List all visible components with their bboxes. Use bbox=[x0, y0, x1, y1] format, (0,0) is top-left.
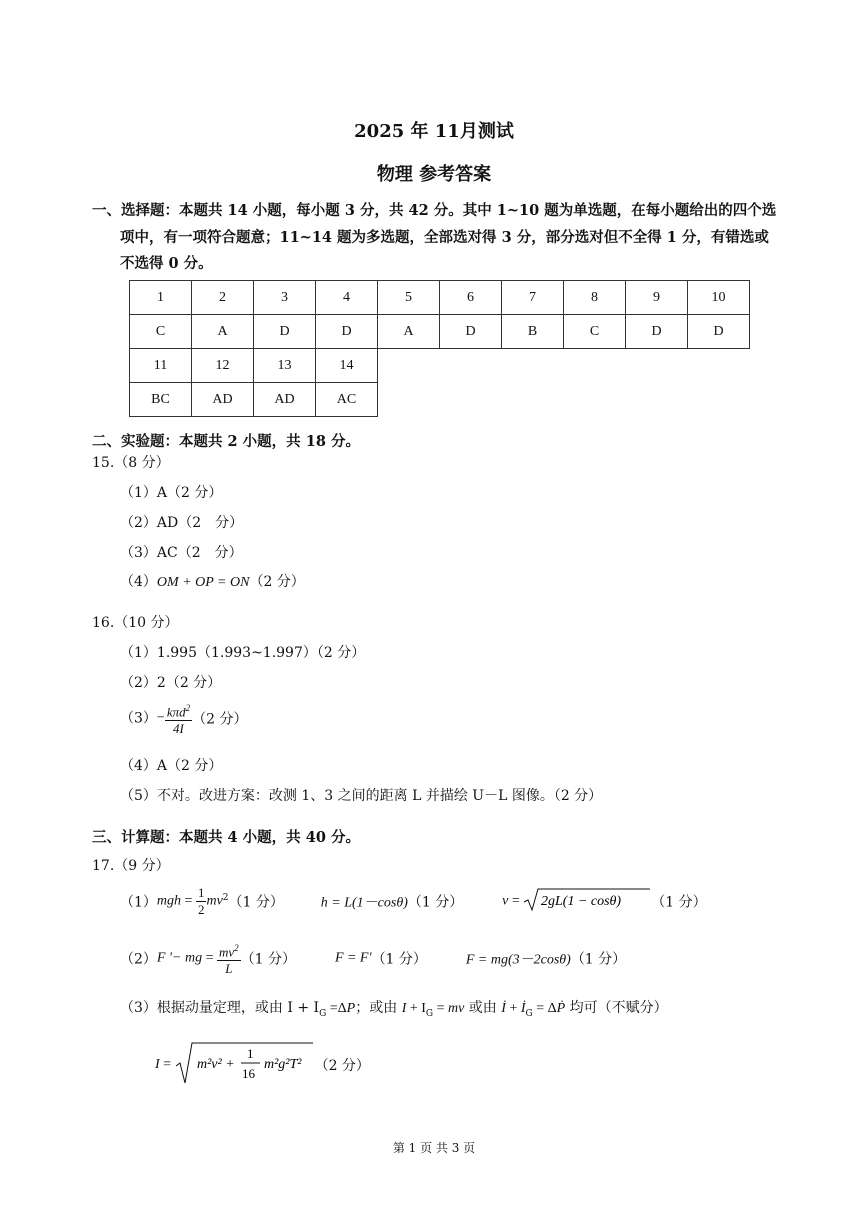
question-number-cell: 12 bbox=[192, 349, 254, 383]
section3-heading: 三、计算题：本题共 4 小题，共 40 分。 bbox=[92, 829, 360, 846]
question-number-cell: 6 bbox=[440, 281, 502, 315]
answer-cell: AC bbox=[316, 383, 378, 417]
section1-line1: 一、选择题：本题共 14 小题，每小题 3 分，共 42 分。其中 1~10 题为单选题，在每小题给出的四个选 bbox=[92, 202, 777, 219]
question-number-cell: 5 bbox=[378, 281, 440, 315]
q16-answer-1: （1）1.995（1.993~1.997）（2 分） bbox=[120, 645, 366, 661]
sqrt-expression bbox=[523, 887, 651, 917]
question-number-cell: 2 bbox=[192, 281, 254, 315]
answer-cell: D bbox=[688, 315, 750, 349]
answer-cell: BC bbox=[130, 383, 192, 417]
question-number-cell: 1 bbox=[130, 281, 192, 315]
question-number-cell: 10 bbox=[688, 281, 750, 315]
answer-cell: A bbox=[192, 315, 254, 349]
page-subtitle: 物理 参考答案 bbox=[376, 164, 492, 185]
page-title: 2025 年 11月测试 bbox=[354, 121, 514, 142]
answer-cell: C bbox=[564, 315, 626, 349]
q15-label: 15.（8 分） bbox=[92, 455, 170, 471]
answer-cell: C bbox=[130, 315, 192, 349]
question-number-cell: 4 bbox=[316, 281, 378, 315]
q16-answer-5: （5）不对。改进方案：改测 1、3 之间的距离 L 并描绘 U－L 图像。（2 分） bbox=[120, 788, 603, 804]
question-number-cell: 9 bbox=[626, 281, 688, 315]
answer-cell: A bbox=[378, 315, 440, 349]
q15-answer-3: （3）AC（2 分） bbox=[120, 545, 243, 561]
answer-cell: D bbox=[254, 315, 316, 349]
question-number-cell: 14 bbox=[316, 349, 378, 383]
answer-cell: D bbox=[316, 315, 378, 349]
answer-cell: B bbox=[502, 315, 564, 349]
q17-row-3: （3）根据动量定理，或由 $I + I_G =\Delta P$；或由 $I + I_G$ = mv 或由 İ + $İ_G$ = ΔṖ 均可（不赋分） bbox=[120, 1000, 668, 1019]
q17-label: 17.（9 分） bbox=[92, 858, 170, 874]
question-number-cell: 11 bbox=[130, 349, 192, 383]
svg-text:m²v² +: m²v² + bbox=[196, 1057, 235, 1072]
question-number-cell: 3 bbox=[254, 281, 316, 315]
q17-row-2: （2）F ′− mg = $\frac{mv^2}{L}$ （1 分） F = F′（1 分） F = mg(3－2cosθ)（1 分） bbox=[120, 940, 626, 980]
page-footer: 第 1 页 共 3 页 bbox=[392, 1141, 476, 1155]
q15-answer-4: （4）OM + OP = ON（2 分） bbox=[120, 574, 305, 590]
answer-table-1 bbox=[129, 280, 750, 349]
q17-row-1: （1）mgh = $\frac{1}{2}$ $mv^2(1$ 分） h = L(1－cosθ)（1 分） v = 2gL(1 − cosθ) （1 分） bbox=[120, 885, 707, 917]
svg-text:2gL(1 − cosθ): 2gL(1 − cosθ) bbox=[541, 893, 622, 909]
svg-text:16: 16 bbox=[241, 1066, 255, 1081]
section1-line2: 项中，有一项符合题意；11~14 题为多选题，全部选对得 3 分，部分选对但不全得 1 分，有错选或 bbox=[120, 229, 769, 246]
answer-cell: AD bbox=[192, 383, 254, 417]
q17-row-4: I = m²v² + 1 16 m²g²T² （2 分） bbox=[155, 1040, 370, 1090]
section2-heading: 二、实验题：本题共 2 小题，共 18 分。 bbox=[92, 433, 360, 450]
answer-cell: AD bbox=[254, 383, 316, 417]
question-number-cell: 13 bbox=[254, 349, 316, 383]
question-number-cell: 8 bbox=[564, 281, 626, 315]
q16-answer-4: （4）A（2 分） bbox=[120, 758, 223, 774]
svg-text:m²g²T²: m²g²T² bbox=[263, 1057, 302, 1072]
answer-cell: D bbox=[440, 315, 502, 349]
q16-answer-2: （2）2（2 分） bbox=[120, 675, 222, 691]
question-number-cell: 7 bbox=[502, 281, 564, 315]
sqrt-impulse bbox=[175, 1040, 315, 1090]
answer-cell: D bbox=[626, 315, 688, 349]
svg-text:1: 1 bbox=[246, 1046, 254, 1061]
q16-answer-3: （3）− $\frac{k\pi d^2}{4I}$ （2 分） bbox=[120, 700, 247, 737]
q15-answer-1: （1）A（2 分） bbox=[120, 485, 223, 501]
section1-line3: 不选得 0 分。 bbox=[120, 255, 213, 272]
q15-answer-2: （2）AD（2 分） bbox=[120, 515, 244, 531]
answer-table-2 bbox=[129, 348, 378, 417]
q16-label: 16.（10 分） bbox=[92, 615, 179, 631]
